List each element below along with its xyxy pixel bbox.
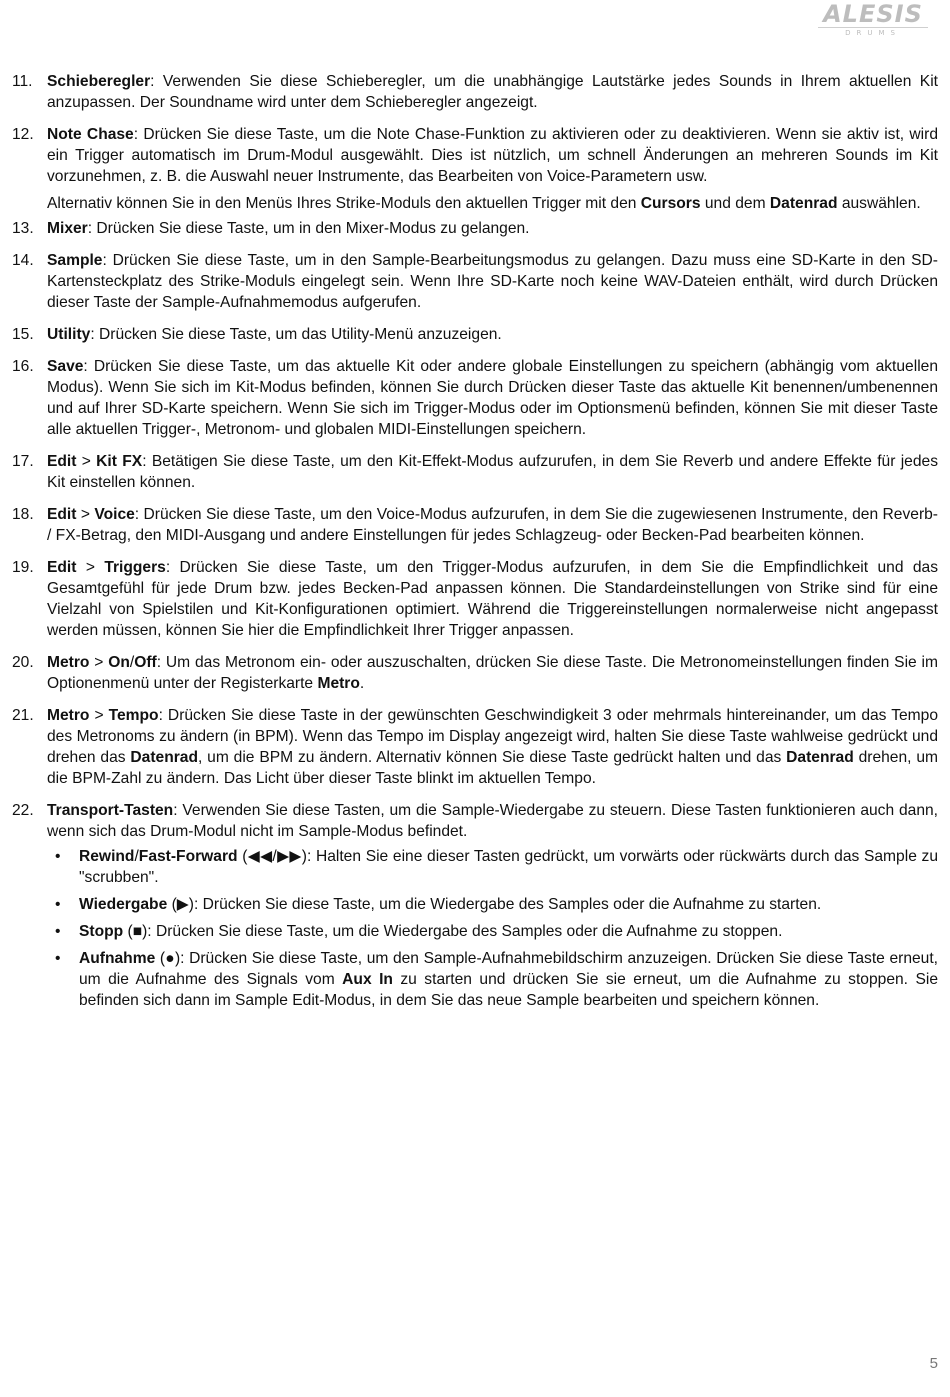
description: (■): Drücken Sie diese Taste, um die Wiedergabe des Samples oder die Aufnahme zu stoppen. — [123, 923, 783, 940]
description: drehen, um die BPM-Zahl zu ändern. Das Licht über dieser Taste blinkt im aktuellen Tempo. — [47, 749, 938, 787]
description: : Drücken Sie diese Taste, um den Voice-Modus aufzurufen, in dem Sie die zugewiesenen Instrumente, den Reverb- / FX-Betrag, den MIDI-Ausgang und andere Einstellungen für jedes Schlagzeug- oder Becken-Pad bearbeiten können. — [47, 506, 938, 544]
description: : Drücken Sie diese Taste, um das aktuelle Kit oder andere globale Einstellungen zu speichern (abhängig vom aktuellen Modus). Wenn Sie sich im Kit-Modus befinden, können Sie durch Drücken dieser Taste das aktuelle Kit benennen/umbenennen und auf Ihrer SD-Karte speichern. Wenn Sie sich im Trigger-Modus oder im Optionsmenü befinden, können Sie mit dieser Taste alle aktuellen Trigger-, Metronom- und globalen MIDI-Einstellungen speichern. — [47, 358, 938, 438]
description: : Um das Metronom ein- oder auszuschalten, drücken Sie diese Taste. Die Metronomeinstellungen finden Sie im Optionenmenü unter der Registerkarte — [47, 654, 938, 692]
bullet-record — [47, 948, 938, 1011]
description: (◀◀/▶▶): Halten Sie eine dieser Tasten gedrückt, um vorwärts oder rückwärts durch das Sample zu "scrubben". — [79, 848, 938, 886]
item-number: 14. — [12, 252, 34, 269]
description: (▶): Drücken Sie diese Taste, um die Wiedergabe des Samples oder die Aufnahme zu starten. — [167, 896, 822, 913]
separator: > — [76, 453, 97, 470]
term: Datenrad — [130, 749, 198, 766]
separator: / — [134, 848, 139, 865]
item-number: 13. — [12, 220, 34, 237]
bullet-play — [47, 894, 938, 915]
description: : Verwenden Sie diese Tasten, um die Sample-Wiedergabe zu steuern. Diese Tasten funktionieren auch dann, wenn sich das Drum-Modul nicht im Sample-Modus befindet. — [47, 802, 938, 840]
term: Save — [47, 358, 84, 375]
term: Metro — [47, 707, 90, 724]
bullet-dot: • — [55, 950, 61, 967]
item-number: 12. — [12, 126, 34, 143]
list-item-14 — [12, 250, 938, 313]
description: (●): Drücken Sie diese Taste, um den Sample-Aufnahmebildschirm anzuzeigen. Drücken Sie diese Taste erneut, um die Aufnahme des Signals vom — [79, 950, 938, 988]
list-item-22 — [12, 800, 938, 1011]
bullet-dot: • — [55, 848, 61, 865]
term: Edit — [47, 453, 77, 470]
logo-brand: ALESIS — [823, 0, 923, 28]
item-number: 19. — [12, 559, 34, 576]
list-item-17 — [12, 451, 938, 493]
term: Stopp — [79, 923, 124, 940]
list-item-11 — [12, 71, 938, 113]
description: Alternativ können Sie in den Menüs Ihres Strike-Moduls den aktuellen Trigger mit den — [47, 195, 641, 212]
description: : Drücken Sie diese Taste, um in den Mixer-Modus zu gelangen. — [87, 220, 530, 237]
term: Metro — [317, 675, 360, 692]
term: Tempo — [108, 707, 159, 724]
term: Off — [134, 654, 157, 671]
description: : Drücken Sie diese Taste, um in den Sample-Bearbeitungsmodus zu gelangen. Dazu muss eine SD-Karte in den SD-Kartensteckplatz des Strike-Moduls eingelegt sein. Wenn Ihre SD-Karte noch keine WAV-Dateien enthält, wird durch Drücken dieser Taste der Sample-Aufnahmemodus aufgerufen. — [47, 252, 938, 311]
description: : Drücken Sie diese Taste, um die Note Chase-Funktion zu aktivieren oder zu deaktivieren. Wenn sie aktiv ist, wird ein Trigger automatisch im Drum-Modul ausgewählt. Dies ist nützlich, um schnell Änderungen an mehreren Sounds im Kit vorzunehmen, z. B. die Auswahl neuer Instrumente, das Bearbeiten von Voice-Parametern usw. — [47, 126, 938, 185]
bullet-dot: • — [55, 896, 61, 913]
term: Metro — [47, 654, 90, 671]
description: : Drücken Sie diese Taste in der gewünschten Geschwindigkeit 3 oder mehrmals hintereinander, um das Tempo des Metronoms zu ändern (in BPM). Wenn das Tempo im Display angezeigt wird, halten Sie diese Taste wahlweise gedrückt und drehen das — [47, 707, 938, 766]
term: Fast-Forward — [138, 848, 238, 865]
separator: > — [89, 707, 109, 724]
term: Edit — [47, 559, 77, 576]
term: Sample — [47, 252, 103, 269]
term: Wiedergabe — [79, 896, 168, 913]
bullet-stop — [47, 921, 938, 942]
description: auswählen. — [837, 195, 921, 212]
term: Voice — [94, 506, 135, 523]
list-item-15 — [12, 324, 938, 345]
term: Mixer — [47, 220, 88, 237]
logo-sub: DRUMS — [818, 27, 928, 37]
transport-bullet-list — [47, 846, 938, 1011]
term: Datenrad — [769, 195, 838, 212]
separator: > — [76, 506, 95, 523]
description: : Drücken Sie diese Taste, um das Utility-Menü anzuzeigen. — [90, 326, 502, 343]
item-number: 11. — [12, 73, 33, 90]
list-item-19 — [12, 557, 938, 641]
item-number: 15. — [12, 326, 34, 343]
bullet-rewind-ff — [47, 846, 938, 888]
term: Transport-Tasten — [47, 802, 174, 819]
manual-content — [12, 71, 938, 1022]
term: Utility — [47, 326, 91, 343]
item-number: 18. — [12, 506, 34, 523]
alesis-drums-logo — [808, 2, 938, 37]
description: : Betätigen Sie diese Taste, um den Kit-Effekt-Modus aufzurufen, in dem Sie Reverb und andere Effekte für jedes Kit einstellen können. — [47, 453, 939, 491]
bullet-dot: • — [55, 923, 61, 940]
list-item-12 — [12, 124, 938, 214]
list-item-16 — [12, 356, 938, 440]
list-item-13 — [12, 218, 938, 239]
separator: > — [76, 559, 105, 576]
separator: > — [89, 654, 109, 671]
term: Aufnahme — [79, 950, 156, 967]
description: und dem — [700, 195, 770, 212]
page-number: 5 — [929, 1355, 938, 1372]
term: Rewind — [79, 848, 135, 865]
list-item-18 — [12, 504, 938, 546]
item-number: 21. — [12, 707, 34, 724]
item-number: 20. — [12, 654, 34, 671]
term: Datenrad — [786, 749, 854, 766]
description: , um die BPM zu ändern. Alternativ können Sie diese Taste gedrückt halten und das — [197, 749, 787, 766]
description: . — [359, 675, 365, 692]
description: : Drücken Sie diese Taste, um den Trigger-Modus aufzurufen, in dem Sie die Empfindlichkeit und das Gesamtgefühl für jede Drum bzw. jedes Becken-Pad anpassen können. Die Standardeinstellungen von Strike sind für eine Vielzahl von Spielstilen und Kit-Konfigurationen optimiert. Während die Triggereinstellungen normalerweise nicht angepasst werden müssen, können Sie hier die Empfindlichkeit Ihrer Trigger anpassen. — [47, 559, 938, 639]
list-item-20 — [12, 652, 938, 694]
term: Triggers — [104, 559, 166, 576]
list-item-21 — [12, 705, 938, 789]
item-number: 16. — [12, 358, 34, 375]
separator: / — [129, 654, 135, 671]
term: Aux In — [342, 971, 393, 988]
item-number: 22. — [12, 802, 34, 819]
description: : Verwenden Sie diese Schieberegler, um die unabhängige Lautstärke jedes Sounds in Ihrem aktuellen Kit anzupassen. Der Soundname wird unter dem Schieberegler angezeigt. — [47, 73, 938, 111]
term: Edit — [47, 506, 77, 523]
term: On — [108, 654, 130, 671]
item-number: 17. — [12, 453, 34, 470]
term: Note Chase — [47, 126, 134, 143]
term: Kit FX — [96, 453, 143, 470]
description: zu starten und drücken Sie sie erneut, um die Aufnahme zu stoppen. Sie befinden sich dann im Sample Edit-Modus, in dem Sie das neue Sample bearbeiten und speichern können. — [79, 971, 938, 1009]
term: Schieberegler — [47, 73, 151, 90]
term: Cursors — [640, 195, 701, 212]
